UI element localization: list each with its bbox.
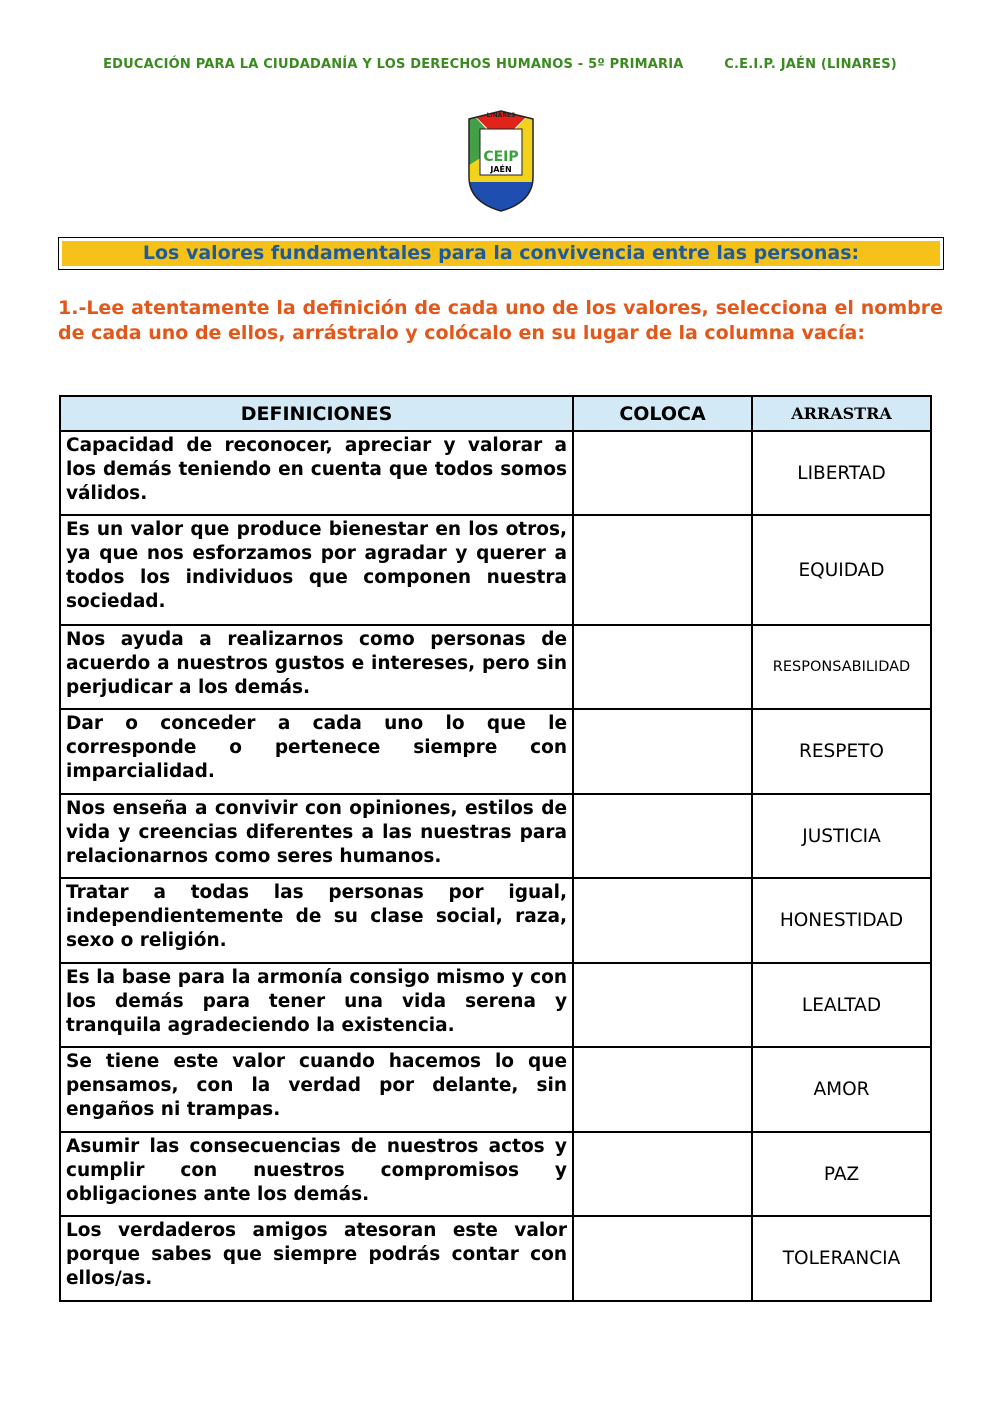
definition-cell: Es un valor que produce bienestar en los otros, ya que nos esforzamos por agradar y querer a todos los individuos que componen nuestra sociedad.	[60, 515, 573, 625]
draggable-word[interactable]: LEALTAD	[752, 963, 931, 1047]
logo-name: JAÉN	[490, 165, 512, 174]
logo-monogram: CEIP	[483, 149, 519, 165]
draggable-word[interactable]: HONESTIDAD	[752, 878, 931, 963]
table-body	[60, 431, 931, 1301]
table-row	[60, 1132, 931, 1216]
table-row	[60, 709, 931, 794]
drop-zone[interactable]	[573, 1047, 752, 1132]
definition-cell: Se tiene este valor cuando hacemos lo que pensamos, con la verdad por delante, sin engaños ni trampas.	[60, 1047, 573, 1132]
draggable-word[interactable]: TOLERANCIA	[752, 1216, 931, 1301]
table-row	[60, 1047, 931, 1132]
definition-cell: Dar o conceder a cada uno lo que le corresponde o pertenece siempre con imparcialidad.	[60, 709, 573, 794]
definition-cell: Es la base para la armonía consigo mismo y con los demás para tener una vida serena y tranquila agradeciendo la existencia.	[60, 963, 573, 1047]
table-row	[60, 963, 931, 1047]
school-logo	[466, 107, 536, 213]
instruction-text: 1.-Lee atentamente la definición de cada uno de los valores, selecciona el nombre de cada uno de ellos, arrástralo y colócalo en su lugar de la columna vacía:	[58, 297, 943, 344]
drop-zone[interactable]	[573, 625, 752, 709]
definition-cell: Los verdaderos amigos atesoran este valor porque sabes que siempre podrás contar con ellos/as.	[60, 1216, 573, 1301]
school-label: C.E.I.P. JAÉN (LINARES)	[724, 57, 897, 72]
draggable-word[interactable]: PAZ	[752, 1132, 931, 1216]
drop-zone[interactable]	[573, 1216, 752, 1301]
draggable-word[interactable]: RESPETO	[752, 709, 931, 794]
draggable-word[interactable]: JUSTICIA	[752, 794, 931, 878]
values-table	[59, 395, 932, 1302]
table-row	[60, 1216, 931, 1301]
drop-zone[interactable]	[573, 963, 752, 1047]
definitions-header: DEFINICIONES	[60, 396, 573, 431]
definition-cell: Capacidad de reconocer, apreciar y valorar a los demás teniendo en cuenta que todos somos válidos.	[60, 431, 573, 515]
draggable-word[interactable]: LIBERTAD	[752, 431, 931, 515]
document-header	[0, 57, 1000, 72]
place-header: COLOCA	[573, 396, 752, 431]
table-row	[60, 794, 931, 878]
definition-cell: Asumir las consecuencias de nuestros actos y cumplir con nuestros compromisos y obligaciones ante los demás.	[60, 1132, 573, 1216]
definition-cell: Nos ayuda a realizarnos como personas de acuerdo a nuestros gustos e intereses, pero sin perjudicar a los demás.	[60, 625, 573, 709]
drop-zone[interactable]	[573, 515, 752, 625]
definition-cell: Nos enseña a convivir con opiniones, estilos de vida y creencias diferentes a las nuestras para relacionarnos como seres humanos.	[60, 794, 573, 878]
draggable-word[interactable]: RESPONSABILIDAD	[752, 625, 931, 709]
table-header-row	[60, 396, 931, 431]
definition-cell: Tratar a todas las personas por igual, independientemente de su clase social, raza, sexo o religión.	[60, 878, 573, 963]
drop-zone[interactable]	[573, 709, 752, 794]
table-row	[60, 878, 931, 963]
table-row	[60, 515, 931, 625]
drop-zone[interactable]	[573, 794, 752, 878]
title-box	[58, 237, 944, 270]
subject-label: EDUCACIÓN PARA LA CIUDADANÍA Y LOS DERECHOS HUMANOS - 5º PRIMARIA	[103, 57, 684, 72]
drop-zone[interactable]	[573, 878, 752, 963]
drop-zone[interactable]	[573, 431, 752, 515]
draggable-word[interactable]: AMOR	[752, 1047, 931, 1132]
table-row	[60, 431, 931, 515]
worksheet-title: Los valores fundamentales para la convivencia entre las personas:	[62, 241, 940, 266]
drag-header: ARRASTRA	[752, 396, 931, 431]
drop-zone[interactable]	[573, 1132, 752, 1216]
table-row	[60, 625, 931, 709]
logo-arc-text: LINARES	[486, 112, 516, 119]
draggable-word[interactable]: EQUIDAD	[752, 515, 931, 625]
